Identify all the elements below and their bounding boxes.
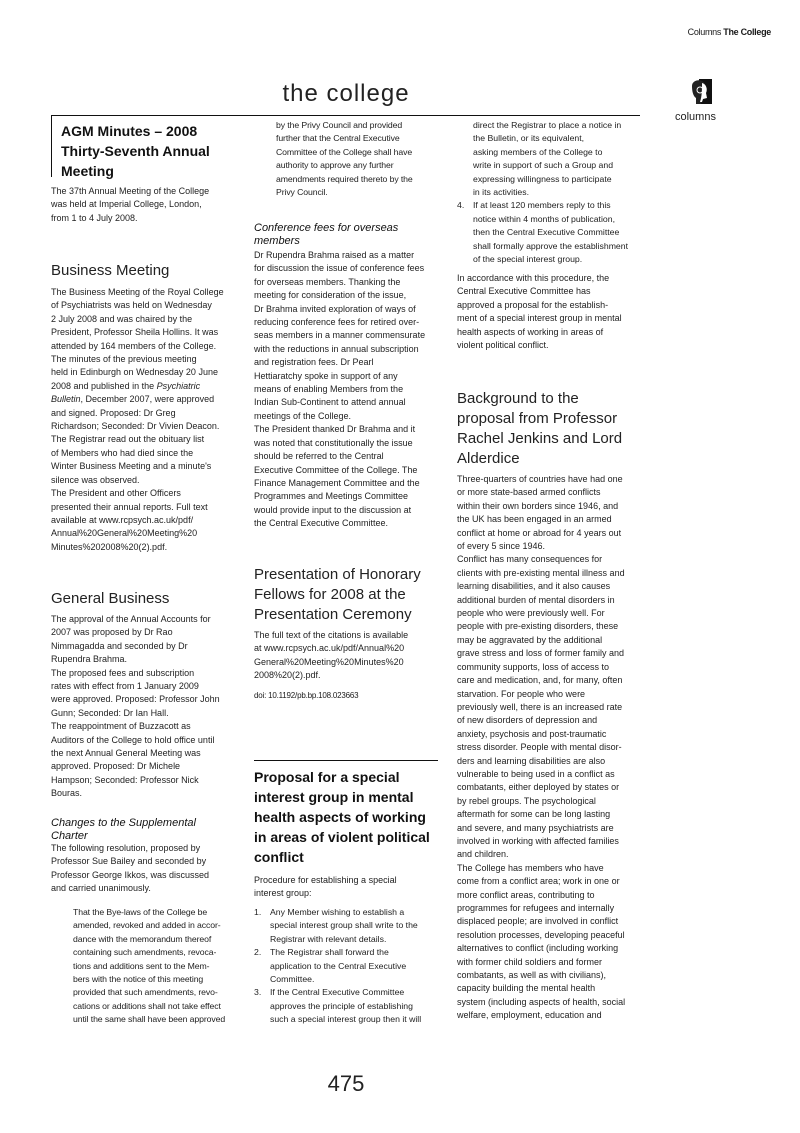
procedure-step <box>254 946 421 986</box>
step-number: 2. <box>254 947 262 958</box>
background-heading: Background to the proposal from Professor Rachel Jenkins and Lord Alderdice <box>457 390 623 467</box>
honorary-fellows-heading: Presentation of Honorary Fellows for 2008 at the Presentation Ceremony <box>254 566 421 623</box>
background-body: Three-quarters of countries have had one or more state-based armed conflicts within their own borders since 1946, and the UK has been engaged in an armed conflict at home or abroad for 4 years out of every 5 since 1946. Conflict has many consequences for clients with pre-existing mental illness and learning disabilities, and it also causes additional burden of mental disorders in people who were previously well. For people with pre-existing disorders, these may be aggravated by the additional grave stress and loss of former family and community supports, loss of access to care and medication, and, for many, often starvation. For people who were previously well, there is an increased rate of new disorders of depression and anxiety, psychosis and post-traumatic stress disorder. People with mental disor- ders and learning disabilities are also vulnerable to being used in a conflict as combatants, either deployed by states or by rebel groups. The psychological aftermath for some can be long lasting and severe, and many psychiatrists are involved in working with affected families and children. The College has members who have come from a conflict area; work in one or more conflict areas, contributing to programmes for refugees and internally displaced people; are involved in conflict resolution processes, developing peaceful alternatives to conflict (including working with former child soldiers and former combatants, as well as with civilians), capacity building the mental health system (including aspects of health, social welfare, employment, education and <box>457 474 626 1021</box>
general-business-body: The approval of the Annual Accounts for 2007 was proposed by Dr Rao Nimmagadda and seconded by Dr Rupendra Brahma. The proposed fees and subscription rates with effect from 1 January 2009 were approved. Proposed: Professor John Gunn; Seconded: Dr Ian Hall. The reappointment of Buzzacott as Auditors of the College to hold office until the next Annual General Meeting was approved. Proposed: Dr Michele Hampson; Seconded: Professor Nick Bouras. <box>51 614 220 799</box>
running-head-title: The College <box>723 27 771 37</box>
step-number: 1. <box>254 907 262 917</box>
step-number: 3. <box>254 987 262 998</box>
step-number <box>457 119 473 199</box>
procedure-list-part2 <box>457 119 628 266</box>
honorary-fellows-body: The full text of the citations is available at www.rcpsych.ac.uk/pdf/Annual%20 General%20Meeting%20Minutes%20 2008%20(2).pdf. <box>254 630 409 681</box>
running-head-section: Columns <box>687 27 722 37</box>
proposal-intro: Procedure for establishing a special interest group: <box>254 875 397 899</box>
proposal-rule <box>254 760 438 761</box>
agm-heading: AGM Minutes – 2008 Thirty-Seventh Annual Meeting <box>61 123 210 179</box>
step-number: 4. <box>457 200 465 211</box>
step-text: Any Member wishing to establish a special interest group shall write to the Registrar with relevant details. <box>270 907 418 944</box>
running-head <box>688 27 771 37</box>
procedure-step-continued <box>457 119 628 199</box>
section-title: the college <box>282 80 410 107</box>
conference-fees-heading: Conference fees for overseas members <box>254 222 399 247</box>
procedure-list-part1 <box>254 906 421 1027</box>
page-number: 475 <box>327 1071 365 1096</box>
general-business-heading: General Business <box>51 590 170 607</box>
supplemental-charter-heading: Changes to the Supplemental Charter <box>51 817 196 842</box>
doi: doi: 10.1192/pb.bp.108.023663 <box>254 691 359 700</box>
journal-name: Psychiatric Bulletin <box>51 380 201 405</box>
header-rule <box>51 115 640 116</box>
proposal-heading: Proposal for a special interest group in mental health aspects of working in areas of violent political conflict <box>254 769 430 865</box>
business-meeting-heading: Business Meeting <box>51 262 170 279</box>
business-meeting-text-rest: , December 2007, were approved and signed. Proposed: Dr Greg Richardson; Seconded: Dr Vivien Deacon. The Registrar read out the obituary list of Members who had died since the Winter Business Meeting and a minute's silence was observed. The President and other Officers presented their annual reports. Full text available at www.rcpsych.ac.uk/pdf/ Annual%20General%20Meeting%20 Minutes%202008%20(2).pdf. <box>51 394 220 552</box>
columns-logo-label: columns <box>675 111 716 123</box>
proposal-outcome: In accordance with this procedure, the Central Executive Committee has approved a proposal for the establish- ment of a special interest group in mental health aspects of working in areas of violent political conflict. <box>457 273 622 351</box>
step-text: The Registrar shall forward the application to the Central Executive Committee. <box>270 947 407 985</box>
procedure-step <box>457 199 628 266</box>
resolution-quote-part1: That the Bye-laws of the College be amended, revoked and added in accor- dance with the memorandum thereof containing such amendments, revoca- tions and additions sent to the Mem- bers with the notice of this meeting provided that such amendments, revo- cations or additions shall not take effect until the same shall have been approved <box>73 907 226 1025</box>
business-meeting-body <box>51 286 224 554</box>
business-meeting-text: The Business Meeting of the Royal College of Psychiatrists was held on Wednesday 2 July 2008 and was chaired by the President, Professor Sheila Hollins. It was attended by 164 members of the College. The minutes of the previous meeting held in Edinburgh on Wednesday 20 June 2008 and published in the <box>51 287 224 391</box>
agm-box-rule <box>51 115 52 177</box>
procedure-step <box>254 906 421 946</box>
procedure-step <box>254 986 421 1026</box>
conference-fees-body: Dr Rupendra Brahma raised as a matter for discussion the issue of conference fees for overseas members. Thanking the meeting for consideration of the issue, Dr Brahma invited exploration of ways of reducing conference fees for retired over- seas members in a manner commensurate with the reductions in annual subscription and registration fees. Dr Pearl Hettiaratchy spoke in support of any means of enabling Members from the Indian Sub-Continent to attend annual meetings of the College. The President thanked Dr Brahma and it was noted that constitutionally the issue should be referred to the Central Executive Committee of the College. The Finance Management Committee and the Programmes and Meetings Committee would provide input to the discussion at the Central Executive Committee. <box>254 250 426 529</box>
columns-logo-icon <box>690 78 714 106</box>
step-text: If the Central Executive Committee approves the principle of establishing such a special interest group then it will <box>270 987 422 1025</box>
agm-intro: The 37th Annual Meeting of the College was held at Imperial College, London, from 1 to 4 July 2008. <box>51 186 210 223</box>
step-text: If at least 120 members reply to this notice within 4 months of publication, then the Central Executive Committee shall formally approve the establishment of the special interest group. <box>473 200 629 265</box>
step-text: direct the Registrar to place a notice in the Bulletin, or its equivalent, asking members of the College to write in support of such a Group and expressing willingness to participate in its activities. <box>473 120 622 198</box>
supplemental-charter-body: The following resolution, proposed by Professor Sue Bailey and seconded by Professor George Ikkos, was discussed and carried unanimously. <box>51 843 210 894</box>
resolution-quote-part2: by the Privy Council and provided further that the Central Executive Committee of the College shall have authority to approve any further amendments required thereto by the Privy Council. <box>276 120 413 198</box>
